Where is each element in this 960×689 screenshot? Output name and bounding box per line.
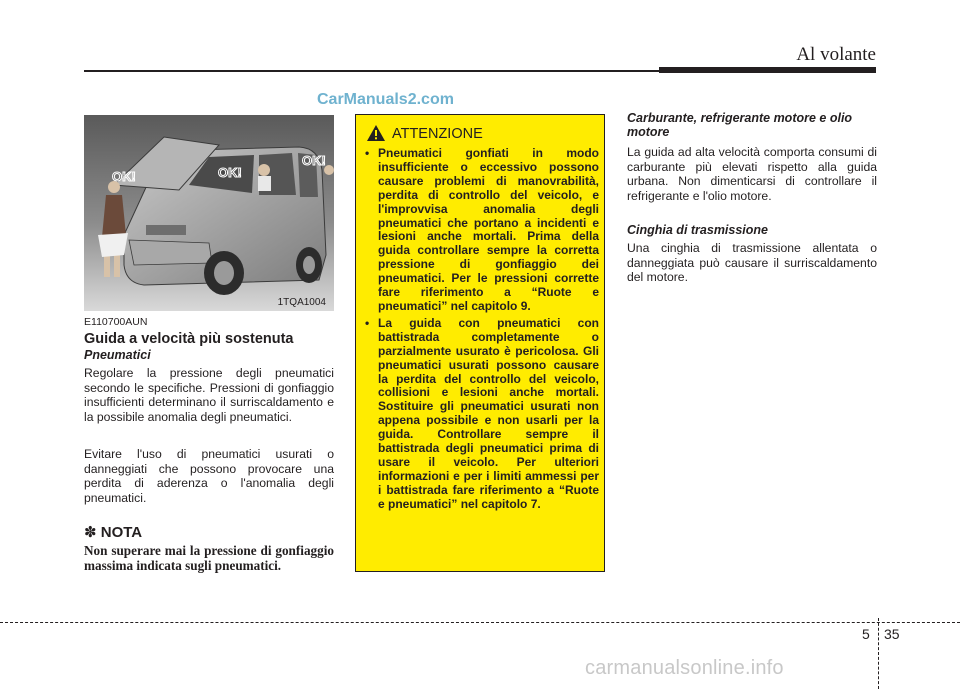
subhead-pneumatici: Pneumatici xyxy=(84,348,151,362)
warning-item-text: La guida con pneumatici con battistrada completamente o parzialmente usurato è pericolosa. Gli pneumatici usurati possono causare la perdita del controllo del veicolo, collisioni e lesioni anche mortali. Sostituire gli pneumatici usurati non appena possibile e non usarli per la guida. Controllare sempre il battistrada degli pneumatici prima di usare il veicolo. Per ulteriori informazioni e per i limiti ammessi per i battistrada fare riferimento a “Ruote e pneumatici” nel capitolo 7. xyxy=(378,315,599,511)
page-number: 35 xyxy=(884,626,900,642)
subhead-carburante: Carburante, refrigerante motore e olio motore xyxy=(627,111,853,139)
footer-vertical-dashed-line xyxy=(878,618,879,689)
watermark-bottom: carmanualsonline.info xyxy=(585,657,784,679)
section-title: Guida a velocità più sostenuta xyxy=(84,331,294,347)
paragraph-2: Evitare l'uso di pneumatici usurati o danneggiati che possono provocare una perdita di aderenza o l'anomalia degli pneumatici. xyxy=(84,447,334,505)
section-code: E110700AUN xyxy=(84,316,148,328)
ok-label-2: OK! xyxy=(218,165,242,180)
header-title: Al volante xyxy=(796,44,876,65)
warning-triangle-icon xyxy=(366,124,386,142)
photo-van-illustration xyxy=(84,115,334,311)
header-rule-thick xyxy=(659,67,876,73)
warning-item xyxy=(365,317,599,512)
chapter-number: 5 xyxy=(862,626,870,642)
warning-item-text: Pneumatici gonfiati in modo insufficiente o eccessivo possono causare problemi di manovrabilità, perdita di controllo del veicolo, e l'improvvisa anomalia degli pneumatici che portano a incidenti e lesioni anche mortali. Prima della guida controllare sempre la corretta pressione di gonfiaggio dei pneumatici. Per le pressioni corrette fare riferimento a “Ruote e pneumatici” nel capitolo 9. xyxy=(378,146,599,313)
header-rule xyxy=(84,70,659,72)
warning-box xyxy=(355,114,605,572)
note-heading xyxy=(84,523,142,541)
ok-label-1: OK! xyxy=(112,169,136,184)
warning-title: ATTENZIONE xyxy=(392,126,483,142)
subhead-cinghia: Cinghia di trasmissione xyxy=(627,223,769,237)
van-illustration-svg xyxy=(84,115,334,311)
paragraph-carburante: La guida ad alta velocità comporta consumi di carburante più elevati rispetto alla guida urbana. Non dimenticarsi di controllare il refrigerante e l'olio motore. xyxy=(627,145,877,203)
note-text: Non superare mai la pressione di gonfiaggio massima indicata sugli pneumatici. xyxy=(84,543,334,573)
footer-dashed-line xyxy=(0,622,960,623)
ok-label-3: OK! xyxy=(302,153,326,168)
watermark-top: CarManuals2.com xyxy=(317,91,454,108)
photo-code: 1TQA1004 xyxy=(277,297,326,308)
bullet-icon: • xyxy=(365,146,370,160)
paragraph-cinghia: Una cinghia di trasmissione allentata o danneggiata può causare il surriscaldamento del motore. xyxy=(627,241,877,285)
warning-list xyxy=(365,147,599,515)
paragraph-1: Regolare la pressione degli pneumatici secondo le specifiche. Pressioni di gonfiaggio insufficienti determinano il surriscaldamento e la possibile anomalia degli pneumatici. xyxy=(84,366,334,424)
warning-item xyxy=(365,147,599,314)
bullet-icon: • xyxy=(365,315,370,330)
note-symbol-icon: ✽ xyxy=(84,524,97,541)
note-title: NOTA xyxy=(100,524,143,541)
